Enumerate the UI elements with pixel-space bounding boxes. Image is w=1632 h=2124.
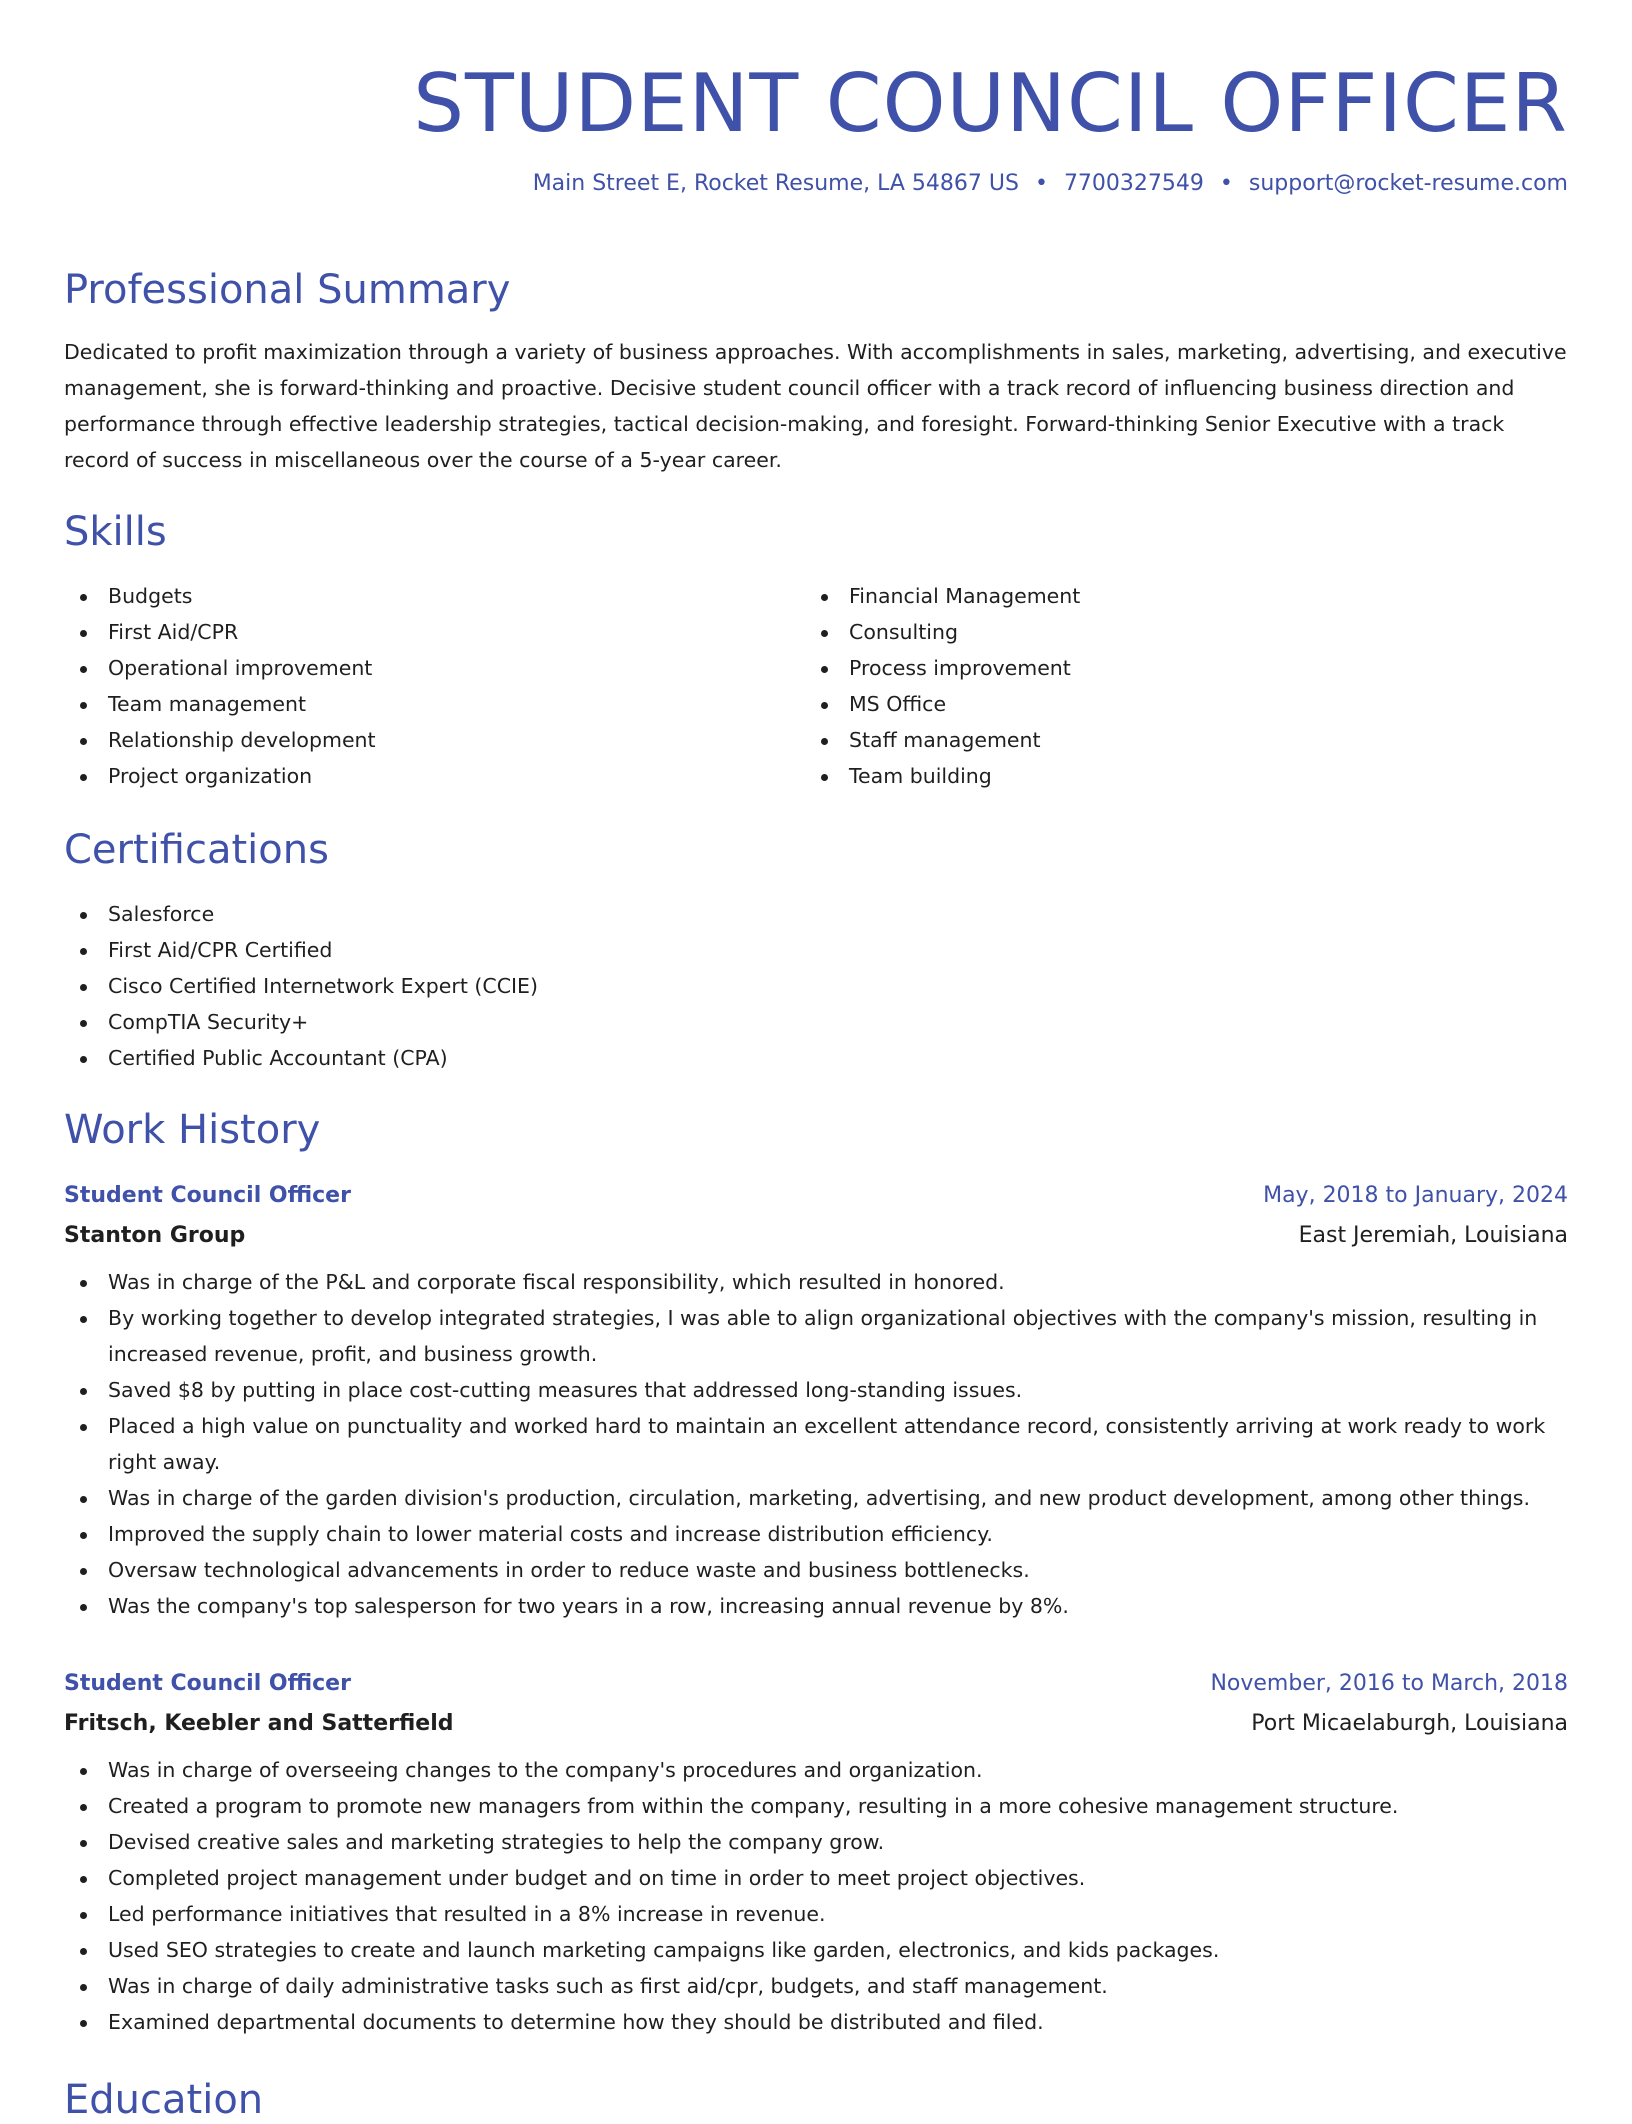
- job-bullet: [64, 1932, 1568, 1968]
- bullet-dot: [80, 1804, 87, 1811]
- job-bullet-text: Devised creative sales and marketing strategies to help the company grow.: [108, 1830, 885, 1854]
- bullet-dot: [821, 702, 828, 709]
- skills-column-left: [64, 578, 784, 794]
- job-bullet: [64, 1788, 1568, 1824]
- skill-item: [64, 614, 784, 650]
- skill-item: [805, 686, 1525, 722]
- job-bullet: [64, 1860, 1568, 1896]
- certification-item: [64, 896, 538, 932]
- certification-item-text: CompTIA Security+: [108, 1010, 309, 1034]
- bullet-dot: [80, 738, 87, 745]
- job-bullet-text: By working together to develop integrated strategies, I was able to align organizational objectives with the company's mission, resulting in increased revenue, profit, and business growth.: [108, 1306, 1538, 1366]
- certification-item-text: Salesforce: [108, 902, 215, 926]
- job-bullet: [64, 1408, 1568, 1480]
- job-title: Student Council Officer: [64, 1671, 351, 1696]
- contact-email: support@rocket-resume.com: [1248, 171, 1568, 196]
- skill-item-text: Financial Management: [849, 584, 1081, 608]
- job-bullet: [64, 2004, 1568, 2040]
- bullet-dot: [80, 1056, 87, 1063]
- job-bullet-text: Completed project management under budget and on time in order to meet project objectives.: [108, 1866, 1086, 1890]
- section-title-education: Education: [64, 2077, 264, 2123]
- skill-item: [64, 758, 784, 794]
- certification-item: [64, 968, 538, 1004]
- skill-item-text: Staff management: [849, 728, 1041, 752]
- skill-item-text: Project organization: [108, 764, 313, 788]
- candidate-name: STUDENT COUNCIL OFFICER: [413, 57, 1568, 150]
- bullet-dot: [80, 1424, 87, 1431]
- skill-item-text: First Aid/CPR: [108, 620, 239, 644]
- skill-item-text: Process improvement: [849, 656, 1071, 680]
- bullet-dot: [80, 1876, 87, 1883]
- bullet-dot: [80, 1388, 87, 1395]
- job-dates: May, 2018 to January, 2024: [1263, 1183, 1568, 1208]
- job-entry: [64, 1176, 1568, 1624]
- job-bullet-text: Used SEO strategies to create and launch marketing campaigns like garden, electronics, and kids packages.: [108, 1938, 1220, 1962]
- certification-item: [64, 1004, 538, 1040]
- certification-item-text: First Aid/CPR Certified: [108, 938, 333, 962]
- skill-item-text: Team building: [849, 764, 992, 788]
- job-location: Port Micaelaburgh, Louisiana: [1251, 1711, 1568, 1736]
- job-bullet: [64, 1752, 1568, 1788]
- job-bullet-text: Examined departmental documents to determine how they should be distributed and filed.: [108, 2010, 1044, 2034]
- skill-item-text: Operational improvement: [108, 656, 373, 680]
- job-location: East Jeremiah, Louisiana: [1298, 1223, 1568, 1248]
- bullet-dot: [80, 1020, 87, 1027]
- job-bullet: [64, 1896, 1568, 1932]
- bullet-dot: [80, 1316, 87, 1323]
- bullet-dot: [80, 1912, 87, 1919]
- job-bullet: [64, 1824, 1568, 1860]
- certification-item-text: Cisco Certified Internetwork Expert (CCIE): [108, 974, 538, 998]
- skills-column-right: [805, 578, 1525, 794]
- job-title: Student Council Officer: [64, 1183, 351, 1208]
- job-bullet-text: Led performance initiatives that resulted in a 8% increase in revenue.: [108, 1902, 826, 1926]
- bullet-dot: [80, 984, 87, 991]
- section-title-skills: Skills: [64, 509, 167, 555]
- bullet-dot: [80, 912, 87, 919]
- bullet-dot: [80, 1568, 87, 1575]
- summary-text: Dedicated to profit maximization through a variety of business approaches. With accomplishments in sales, marketing, advertising, and executive management, she is forward-thinking and proactive. Decisive student council officer with a track record of influencing business direction and performance through effective leadership strategies, tactical decision-making, and foresight. Forward-thinking Senior Executive with a track record of success in miscellaneous over the course of a 5-year career.: [64, 340, 1567, 472]
- job-entry: [64, 1664, 1568, 2040]
- job-bullet: [64, 1300, 1568, 1372]
- job-subheader: [64, 1216, 1568, 1256]
- bullet-dot: [821, 774, 828, 781]
- certification-item: [64, 1040, 538, 1076]
- skill-item: [64, 578, 784, 614]
- skill-item-text: Relationship development: [108, 728, 376, 752]
- section-title-summary: Professional Summary: [64, 267, 511, 313]
- job-bullet-text: Saved $8 by putting in place cost-cutting measures that addressed long-standing issues.: [108, 1378, 1023, 1402]
- job-bullet: [64, 1480, 1568, 1516]
- bullet-dot: [80, 1532, 87, 1539]
- bullet-dot: [80, 774, 87, 781]
- job-bullet: [64, 1264, 1568, 1300]
- skill-item: [805, 578, 1525, 614]
- bullet-dot: [80, 630, 87, 637]
- skill-item: [64, 686, 784, 722]
- contact-line: [533, 168, 1568, 200]
- job-bullet-text: Oversaw technological advancements in order to reduce waste and business bottlenecks.: [108, 1558, 1030, 1582]
- skill-item: [805, 722, 1525, 758]
- bullet-dot: [80, 1840, 87, 1847]
- contact-phone: 7700327549: [1063, 171, 1204, 196]
- contact-separator: •: [1034, 171, 1048, 196]
- job-company: Fritsch, Keebler and Satterfield: [64, 1711, 454, 1736]
- bullet-dot: [80, 1948, 87, 1955]
- job-subheader: [64, 1704, 1568, 1744]
- job-bullet-text: Was in charge of daily administrative tasks such as first aid/cpr, budgets, and staff management.: [108, 1974, 1108, 1998]
- bullet-dot: [80, 1280, 87, 1287]
- job-bullet-text: Created a program to promote new managers from within the company, resulting in a more cohesive management structure.: [108, 1794, 1399, 1818]
- job-bullet: [64, 1552, 1568, 1588]
- job-dates: November, 2016 to March, 2018: [1210, 1671, 1568, 1696]
- job-bullet-text: Was the company's top salesperson for two years in a row, increasing annual revenue by 8%.: [108, 1594, 1069, 1618]
- resume-page: [64, 0, 1568, 2123]
- skill-item: [805, 614, 1525, 650]
- certification-item-text: Certified Public Accountant (CPA): [108, 1046, 448, 1070]
- bullet-dot: [80, 1984, 87, 1991]
- skill-item-text: Team management: [108, 692, 307, 716]
- job-bullet-text: Was in charge of overseeing changes to the company's procedures and organization.: [108, 1758, 983, 1782]
- bullet-dot: [80, 2020, 87, 2027]
- certifications-list: [64, 896, 538, 1076]
- bullet-dot: [80, 702, 87, 709]
- skill-item: [64, 722, 784, 758]
- bullet-dot: [821, 630, 828, 637]
- bullet-dot: [821, 738, 828, 745]
- job-bullet: [64, 1516, 1568, 1552]
- section-title-work-history: Work History: [64, 1107, 321, 1153]
- bullet-dot: [80, 1496, 87, 1503]
- skill-item-text: MS Office: [849, 692, 947, 716]
- certification-item: [64, 932, 538, 968]
- skill-item: [805, 650, 1525, 686]
- skill-item-text: Consulting: [849, 620, 958, 644]
- bullet-dot: [80, 1768, 87, 1775]
- bullet-dot: [80, 948, 87, 955]
- contact-address: Main Street E, Rocket Resume, LA 54867 US: [532, 171, 1019, 196]
- bullet-dot: [80, 666, 87, 673]
- skill-item: [64, 650, 784, 686]
- job-bullet: [64, 1588, 1568, 1624]
- job-bullet: [64, 1372, 1568, 1408]
- job-bullet-text: Improved the supply chain to lower material costs and increase distribution efficiency.: [108, 1522, 993, 1546]
- job-header: [64, 1664, 1568, 1704]
- bullet-dot: [80, 1604, 87, 1611]
- skill-item-text: Budgets: [108, 584, 193, 608]
- job-bullet-text: Was in charge of the garden division's production, circulation, marketing, advertising, and new product development, among other things.: [108, 1486, 1530, 1510]
- job-bullet: [64, 1968, 1568, 2004]
- job-company: Stanton Group: [64, 1223, 246, 1248]
- contact-separator: •: [1219, 171, 1233, 196]
- job-header: [64, 1176, 1568, 1216]
- section-title-certifications: Certifications: [64, 827, 329, 873]
- skill-item: [805, 758, 1525, 794]
- job-bullet-text: Placed a high value on punctuality and worked hard to maintain an excellent attendance record, consistently arriving at work ready to work right away.: [108, 1414, 1546, 1474]
- bullet-dot: [821, 666, 828, 673]
- bullet-dot: [80, 594, 87, 601]
- bullet-dot: [821, 594, 828, 601]
- job-bullet-text: Was in charge of the P&L and corporate fiscal responsibility, which resulted in honored.: [108, 1270, 1005, 1294]
